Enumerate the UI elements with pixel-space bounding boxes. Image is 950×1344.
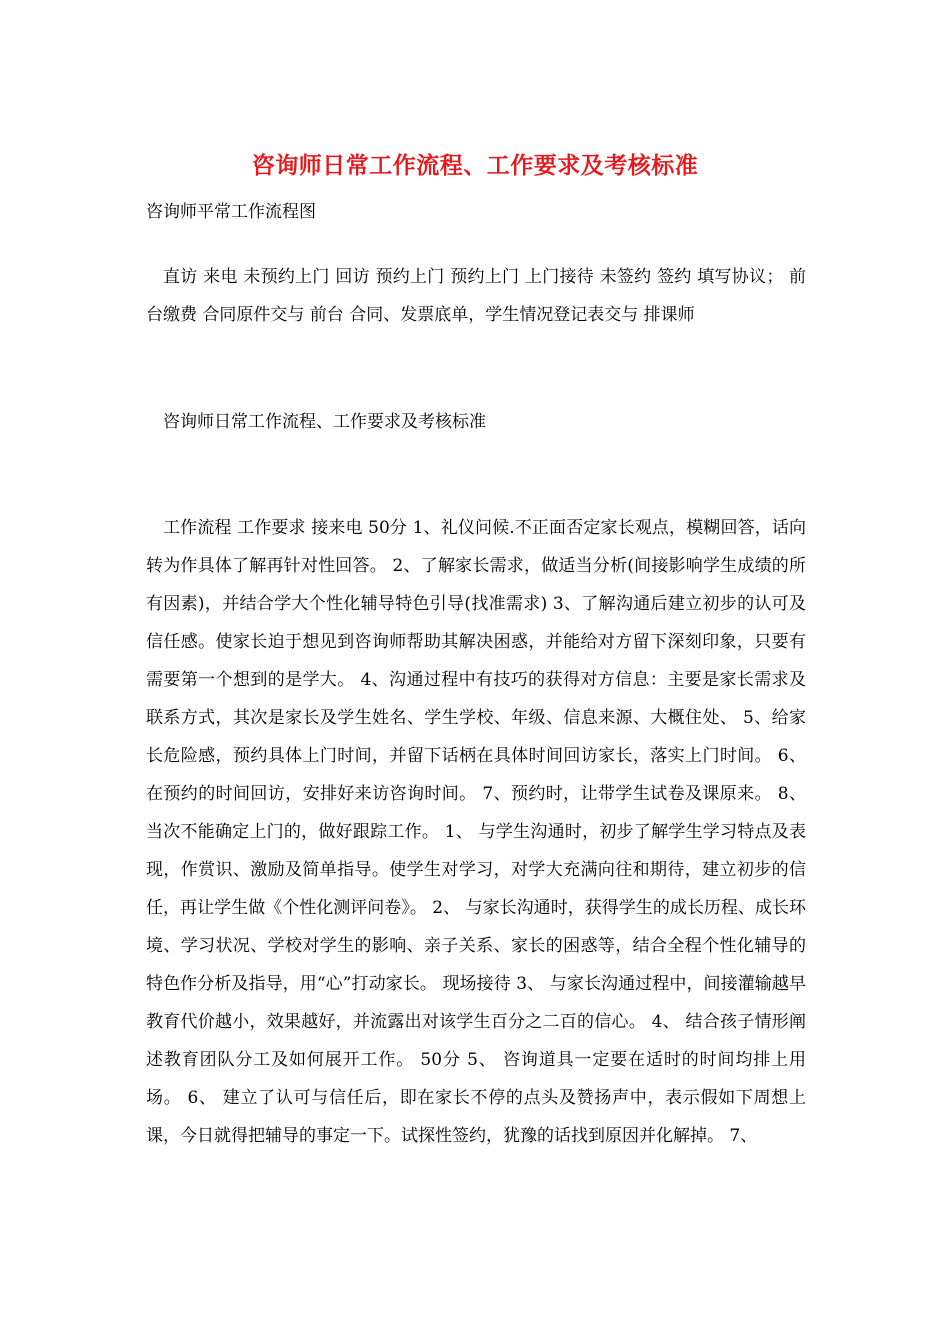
body-paragraph: 工作流程 工作要求 接来电 50分 1、礼仪问候.不正面否定家长观点，模糊回答，话向转为作具体了解再针对性回答。 2、了解家长需求，做适当分析(间接影响学生成绩的所有因素)，并结合学大个性化辅导特色引导(找准需求) 3、了解沟通后建立初步的认可及信任感。使家长迫于想见到咨询师帮助其解决困惑，并能给对方留下深刻印象，只要有需要第一个想到的是学大。 4、沟通过程中有技巧的获得对方信息：主要是家长需求及联系方式，其次是家长及学生姓名、学生学校、年级、信息来源、大概住处、 5、给家长危险感，预约具体上门时间，并留下话柄在具体时间回访家长，落实上门时间。 6、在预约的时间回访，安排好来访咨询时间。 7、预约时，让带学生试卷及课原来。 8、当次不能确定上门的，做好跟踪工作。 1、 与学生沟通时，初步了解学生学习特点及表现，作赏识、激励及简单指导。使学生对学习，对学大充满向往和期待，建立初步的信任，再让学生做《个性化测评问卷》。 2、 与家长沟通时，获得学生的成长历程、成长环境、学习状况、学校对学生的影响、亲子关系、家长的困惑等，结合全程个性化辅导的特色作分析及指导，用“心”打动家长。 现场接待 3、 与家长沟通过程中，间接灌输越早教育代价越小，效果越好，并流露出对该学生百分之二百的信心。 4、 结合孩子情形阐述教育团队分工及如何展开工作。 50分 5、 咨询道具一定要在适时的时间均排上用场。 6、 建立了认可与信任后，即在家长不停的点头及赞扬声中，表示假如下周想上课，今日就得把辅导的事定一下。试探性签约，犹豫的话找到原因并化解掉。 7、 — [146, 518, 806, 1146]
document-title: 咨询师日常工作流程、工作要求及考核标准 — [251, 152, 699, 179]
section-heading-paragraph: 咨询师日常工作流程、工作要求及考核标准 — [163, 412, 486, 432]
flow-paragraph: 直访 来电 未预约上门 回访 预约上门 预约上门 上门接待 未签约 签约 填写协议； 前台缴费 合同原件交与 前台 合同、发票底单，学生情况登记表交与 排课师 — [146, 267, 806, 325]
document-subtitle: 咨询师平常工作流程图 — [146, 202, 316, 222]
